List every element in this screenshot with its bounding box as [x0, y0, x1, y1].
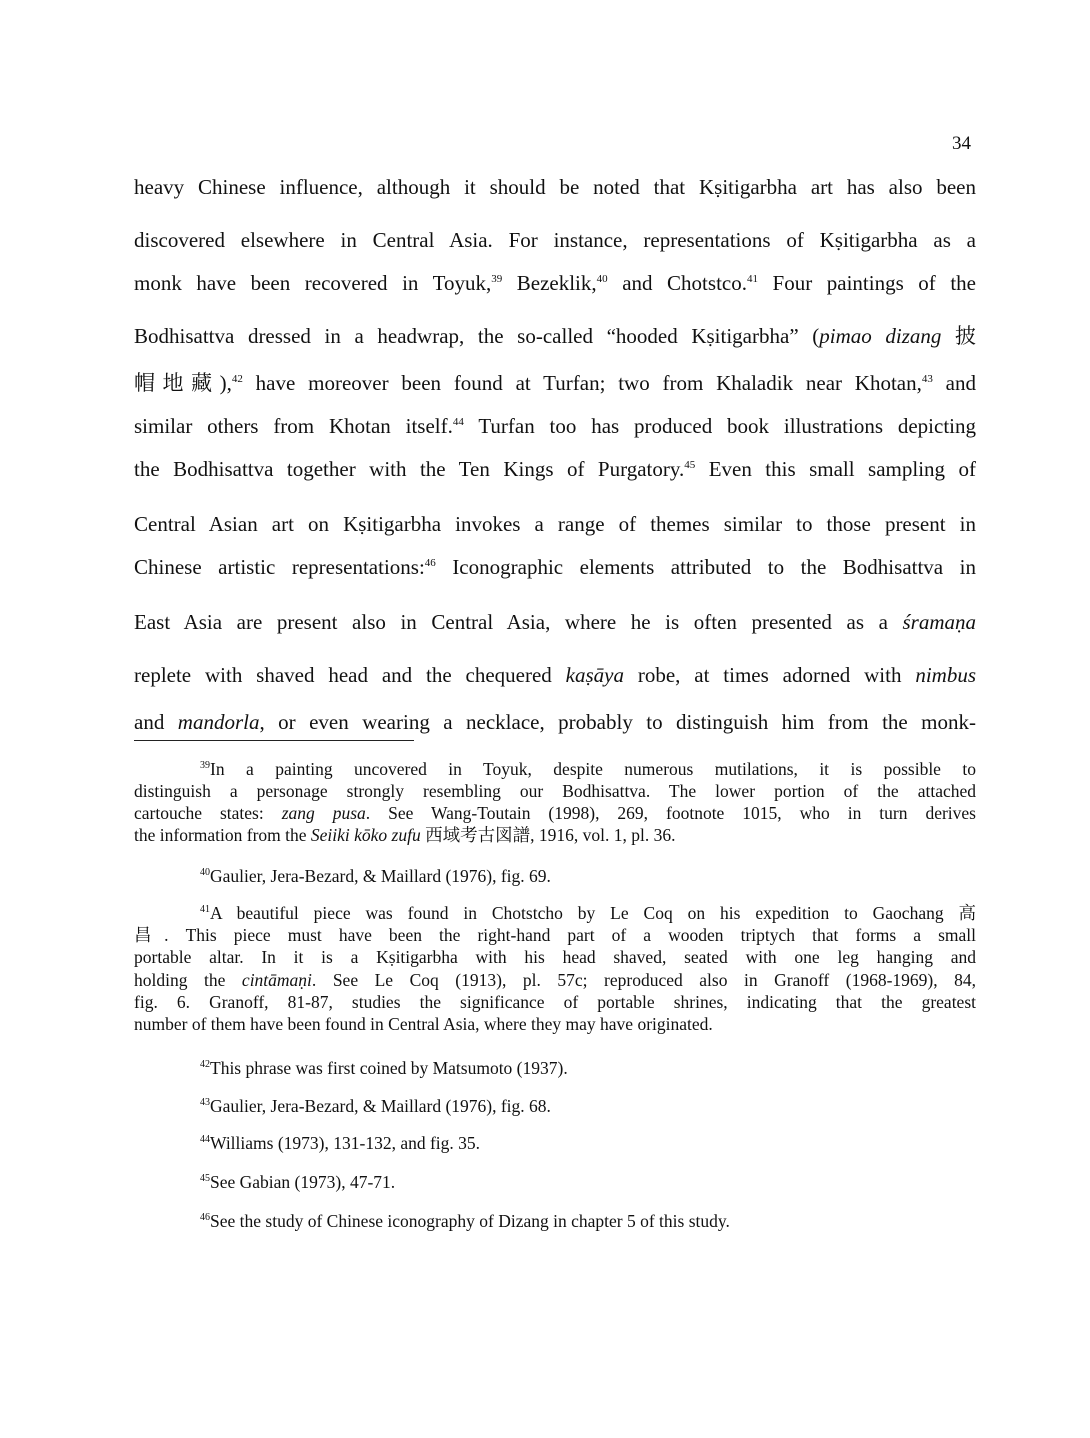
footnote-ref: 45: [684, 459, 696, 471]
footnote-ref: 39: [491, 273, 503, 285]
footnote-separator: [134, 740, 414, 741]
footnote-line: 昌. This piece must have been the right-hand part of a wooden triptych that forms a small: [134, 925, 976, 945]
footnote-line: $^{40}$Gaulier, Jera-Bezard, & Maillard (1976), fig. 69.: [200, 866, 551, 886]
italic-term: pimao dizang: [819, 324, 942, 348]
footnote-ref: 40: [200, 867, 210, 878]
footnote-ref: 40: [596, 273, 608, 285]
footnote-line: number of them have been found in Central Asia, where they may have originated.: [134, 1014, 713, 1034]
footnote-ref: 42: [231, 373, 243, 385]
footnote-43: $^{43}$Gaulier, Jera-Bezard, & Maillard (1976), fig. 68.: [200, 1096, 551, 1116]
footnote-line: $^{41}$A beautiful piece was found in Chotstcho by Le Coq on his expedition to Gaochang 高: [200, 903, 976, 923]
page-number: 34: [952, 133, 971, 154]
footnote-line: portable altar. In it is a Kṣitigarbha with his head shaved, seated with one leg hanging and: [134, 947, 976, 967]
body-line: replete with shaved head and the chequered kaṣāya robe, at times adorned with nimbus: [134, 663, 977, 687]
footnote-42: $^{42}$This phrase was first coined by Matsumoto (1937).: [200, 1058, 568, 1078]
italic-term: śramaṇa: [902, 610, 976, 634]
footnote-line: the information from the Seiiki kōko zufu 西域考古図譜, 1916, vol. 1, pl. 36.: [134, 825, 676, 845]
italic-term: nimbus: [915, 663, 977, 687]
footnote-44: $^{44}$Williams (1973), 131-132, and fig. 35.: [200, 1133, 481, 1153]
footnote-ref: 44: [200, 1134, 210, 1145]
footnote-line: holding the cintāmaṇi. See Le Coq (1913), pl. 57c; reproduced also in Granoff (1968-1969), 84,: [134, 970, 977, 990]
footnote-45: $^{45}$See Gabian (1973), 47-71.: [200, 1172, 396, 1192]
body-line: heavy Chinese influence, although it should be noted that Kṣitigarbha art has also been: [134, 175, 976, 199]
body-line: Chinese artistic representations:$^{46}$ Iconographic elements attributed to the Bodhisattva in: [134, 555, 976, 579]
body-line: similar others from Khotan itself.$^{44}$ Turfan too has produced book illustrations depicting: [134, 414, 977, 438]
body-line: and mandorla, or even wearing a necklace, probably to distinguish him from the monk-: [134, 710, 977, 734]
body-line: discovered elsewhere in Central Asia. For instance, representations of Kṣitigarbha as a: [134, 228, 976, 252]
footnote-line: $^{39}$In a painting uncovered in Toyuk, despite numerous mutilations, it is possible to: [200, 759, 976, 779]
footnote-ref: 41: [200, 904, 210, 915]
body-line: the Bodhisattva together with the Ten Kings of Purgatory.$^{45}$ Even this small sampling of: [134, 457, 976, 481]
footnote-ref: 39: [200, 760, 210, 771]
italic-term: Seiiki kōko zufu: [310, 825, 421, 845]
body-line: East Asia are present also in Central Asia, where he is often presented as a śramaṇa: [134, 610, 976, 634]
italic-term: mandorla: [177, 710, 260, 734]
footnote-ref: 46: [424, 557, 436, 569]
italic-term: zang pusa: [281, 803, 366, 823]
footnote-46: $^{46}$See the study of Chinese iconography of Dizang in chapter 5 of this study.: [200, 1211, 730, 1231]
footnote-ref: 46: [200, 1212, 210, 1223]
footnote-line: distinguish a personage strongly resembling our Bodhisattva. The lower portion of the attached: [134, 781, 976, 801]
body-line: Central Asian art on Kṣitigarbha invokes a range of themes similar to those present in: [134, 512, 976, 536]
italic-term: kaṣāya: [565, 663, 624, 687]
footnote-ref: 41: [746, 273, 758, 285]
italic-term: cintāmaṇi: [241, 970, 312, 990]
footnote-ref: 42: [200, 1059, 210, 1070]
body-line: 帽地藏),$^{42}$ have moreover been found at Turfan; two from Khaladik near Khotan,$^{43}$ and: [134, 371, 977, 395]
footnote-ref: 45: [200, 1173, 210, 1184]
footnote-ref: 43: [921, 373, 933, 385]
footnote-line: cartouche states: zang pusa. See Wang-Toutain (1998), 269, footnote 1015, who in turn derives: [134, 803, 976, 823]
footnote-line: fig. 6. Granoff, 81-87, studies the significance of portable shrines, indicating that the greatest: [134, 992, 976, 1012]
body-line: Bodhisattva dressed in a headwrap, the so-called “hooded Kṣitigarbha” (pimao dizang 披: [134, 324, 976, 348]
body-line: monk have been recovered in Toyuk,$^{39}$ Bezeklik,$^{40}$ and Chotstco.$^{41}$ Four paintings of the: [134, 271, 976, 295]
footnote-ref: 43: [200, 1097, 210, 1108]
footnote-ref: 44: [452, 416, 464, 428]
